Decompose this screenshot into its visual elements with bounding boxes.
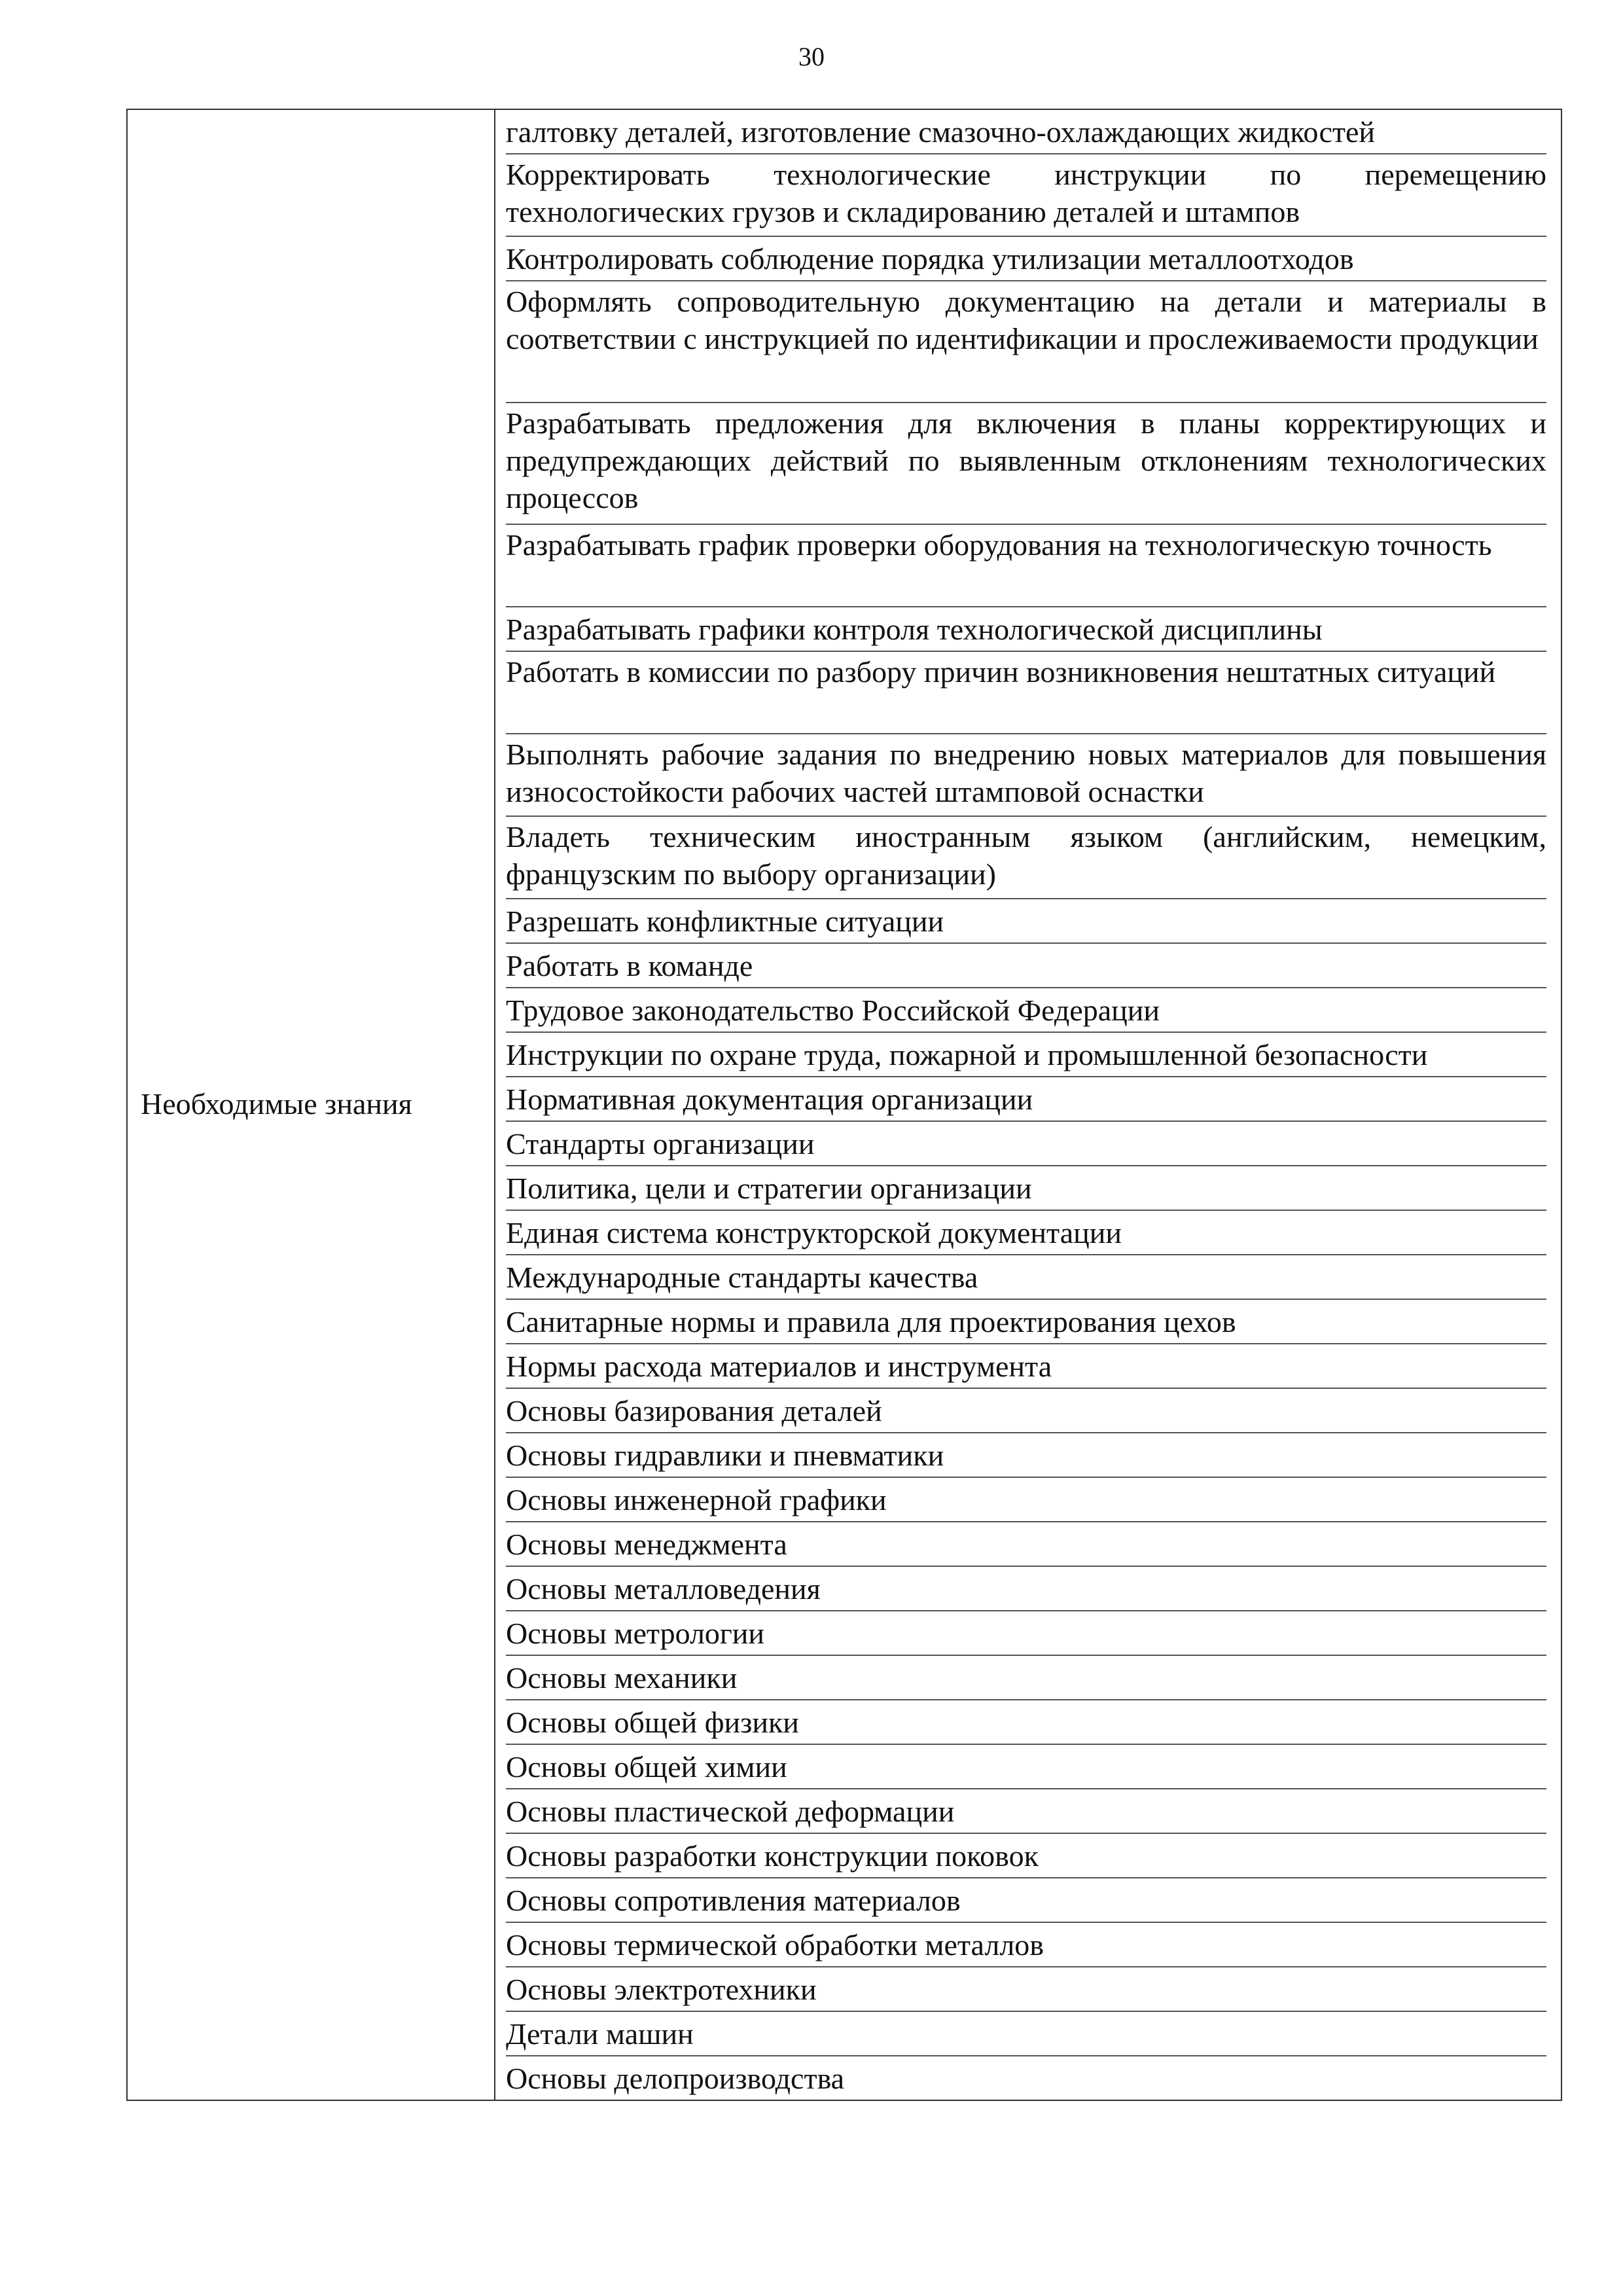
knowledge-item: Детали машин [506, 2012, 1546, 2056]
knowledge-item: Основы разработки конструкции поковок [506, 1834, 1546, 1878]
knowledge-item: Основы гидравлики и пневматики [506, 1433, 1546, 1478]
knowledge-item: Единая система конструкторской документации [506, 1211, 1546, 1255]
knowledge-item: Основы базирования деталей [506, 1389, 1546, 1433]
knowledge-item: Основы делопроизводства [506, 2062, 845, 2095]
skill-item: Разрабатывать графики контроля технологической дисциплины [506, 607, 1546, 652]
skill-item: Работать в команде [506, 944, 1546, 988]
page-number: 30 [798, 42, 825, 71]
skill-item: Контролировать соблюдение порядка утилизации металлоотходов [506, 237, 1546, 281]
knowledge-item: Основы общей физики [506, 1700, 1546, 1745]
column-divider [494, 110, 495, 2100]
skill-item: Разрабатывать предложения для включения в планы корректирующих и предупреждающих действий по выявленным отклонениям технологических процессов [506, 403, 1546, 525]
skill-item: галтовку деталей, изготовление смазочно-охлаждающих жидкостей [506, 110, 1546, 154]
knowledge-item: Санитарные нормы и правила для проектирования цехов [506, 1300, 1546, 1344]
skill-item: Оформлять сопроводительную документацию на детали и материалы в соответствии с инструкцией по идентификации и прослеживаемости продукции [506, 281, 1546, 403]
knowledge-item: Основы метрологии [506, 1611, 1546, 1656]
skill-item: Владеть техническим иностранным языком (английским, немецким, французским по выбору организации) [506, 817, 1546, 899]
knowledge-item: Основы механики [506, 1656, 1546, 1700]
section-label-knowledge: Необходимые знания [141, 1087, 412, 1121]
knowledge-item: Основы менеджмента [506, 1522, 1546, 1567]
knowledge-item: Основы пластической деформации [506, 1789, 1546, 1834]
skill-item: Разрешать конфликтные ситуации [506, 899, 1546, 944]
knowledge-item: Основы общей химии [506, 1745, 1546, 1789]
requirements-list [506, 110, 1546, 2101]
skill-item: Корректировать технологические инструкции по перемещению технологических грузов и складированию деталей и штампов [506, 154, 1546, 237]
knowledge-item: Международные стандарты качества [506, 1255, 1546, 1300]
skill-item: Работать в комиссии по разбору причин возникновения нештатных ситуаций [506, 652, 1546, 734]
knowledge-item: Основы сопротивления материалов [506, 1878, 1546, 1923]
knowledge-item: Основы инженерной графики [506, 1478, 1546, 1522]
knowledge-item: Трудовое законодательство Российской Федерации [506, 988, 1546, 1033]
skill-item: Разрабатывать график проверки оборудования на технологическую точность [506, 525, 1546, 607]
requirements-table [126, 109, 1562, 2101]
knowledge-item: Основы металловедения [506, 1567, 1546, 1611]
knowledge-item: Стандарты организации [506, 1122, 1546, 1166]
knowledge-item: Основы термической обработки металлов [506, 1923, 1546, 1967]
knowledge-item: Инструкции по охране труда, пожарной и промышленной безопасности [506, 1033, 1546, 1077]
knowledge-item: Нормы расхода материалов и инструмента [506, 1344, 1546, 1389]
knowledge-item: Основы электротехники [506, 1967, 1546, 2012]
skill-item: Выполнять рабочие задания по внедрению новых материалов для повышения износостойкости рабочих частей штамповой оснастки [506, 734, 1546, 817]
knowledge-item: Нормативная документация организации [506, 1077, 1546, 1122]
knowledge-item: Политика, цели и стратегии организации [506, 1166, 1546, 1211]
